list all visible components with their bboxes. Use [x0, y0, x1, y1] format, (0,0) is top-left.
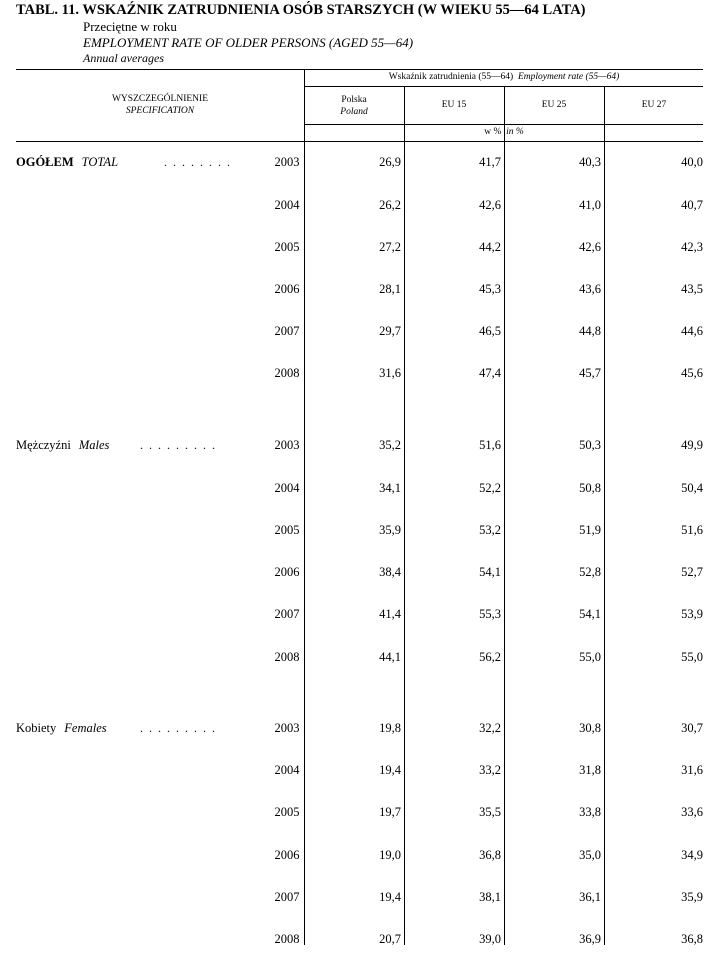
- eu15-cell: 42,6: [479, 198, 501, 212]
- year-cell: 2005: [274, 805, 300, 819]
- header-specification: [16, 94, 304, 118]
- header-top-rule: [16, 69, 703, 70]
- header-poland-pl: Polska: [341, 95, 367, 105]
- eu27-cell: 33,6: [681, 805, 703, 819]
- eu27-cell: 50,4: [681, 481, 703, 495]
- eu27-cell: 36,8: [681, 932, 703, 946]
- year-cell: 2003: [274, 155, 300, 169]
- eu25-cell: 42,6: [579, 240, 601, 254]
- poland-cell: 20,7: [379, 932, 401, 946]
- year-cell: 2006: [274, 282, 300, 296]
- year-cell: 2003: [274, 438, 300, 452]
- year-cell: 2008: [274, 932, 300, 946]
- header-group: [304, 72, 704, 84]
- table-row: [0, 155, 728, 175]
- row-label-pl: Mężczyźni: [16, 438, 71, 452]
- header-group-en: Employment rate (55—64): [517, 72, 620, 82]
- year-cell: 2004: [274, 198, 300, 212]
- eu15-cell: 47,4: [479, 366, 501, 380]
- poland-cell: 19,0: [379, 848, 401, 862]
- eu27-cell: 53,9: [681, 607, 703, 621]
- year-cell: 2004: [274, 481, 300, 495]
- eu27-cell: 40,0: [681, 155, 703, 169]
- row-label-pl: OGÓŁEM: [16, 155, 74, 169]
- year-cell: 2007: [274, 607, 300, 621]
- year-cell: 2004: [274, 763, 300, 777]
- table-row: [0, 324, 728, 344]
- table-row: [0, 848, 728, 868]
- header-unit-pl: w %: [484, 127, 502, 137]
- header-bottom-rule: [16, 141, 703, 142]
- eu25-cell: 55,0: [579, 650, 601, 664]
- year-cell: 2006: [274, 565, 300, 579]
- poland-cell: 35,2: [379, 438, 401, 452]
- row-label-en: TOTAL: [81, 155, 119, 169]
- table-title-en: EMPLOYMENT RATE OF OLDER PERSONS (AGED 55—64): [83, 34, 414, 50]
- header-col-eu15: EU 15: [441, 100, 467, 110]
- table-row: [0, 282, 728, 302]
- poland-cell: 35,9: [379, 523, 401, 537]
- header-col-eu27: EU 27: [641, 100, 667, 110]
- year-cell: 2008: [274, 650, 300, 664]
- eu15-cell: 32,2: [479, 721, 501, 735]
- table-title-block: [16, 2, 586, 65]
- year-cell: 2008: [274, 366, 300, 380]
- eu25-cell: 50,3: [579, 438, 601, 452]
- eu25-cell: 54,1: [579, 607, 601, 621]
- eu15-cell: 54,1: [479, 565, 501, 579]
- table-row: [0, 438, 728, 458]
- table-row: [0, 890, 728, 910]
- poland-cell: 41,4: [379, 607, 401, 621]
- header-unit: [304, 127, 704, 139]
- table-row: [0, 565, 728, 585]
- eu25-cell: 43,6: [579, 282, 601, 296]
- row-label-females: [16, 721, 107, 736]
- poland-cell: 44,1: [379, 650, 401, 664]
- table-row: [0, 523, 728, 543]
- eu27-cell: 34,9: [681, 848, 703, 862]
- eu25-cell: 30,8: [579, 721, 601, 735]
- header-col-eu25: EU 25: [541, 100, 567, 110]
- year-cell: 2005: [274, 240, 300, 254]
- header-col-poland: [304, 95, 404, 119]
- eu27-cell: 31,6: [681, 763, 703, 777]
- table-row: [0, 763, 728, 783]
- eu15-cell: 33,2: [479, 763, 501, 777]
- leader-dots: .........: [140, 438, 221, 452]
- eu15-cell: 55,3: [479, 607, 501, 621]
- eu27-cell: 55,0: [681, 650, 703, 664]
- eu25-cell: 51,9: [579, 523, 601, 537]
- row-label-en: Females: [64, 721, 107, 735]
- eu25-cell: 31,8: [579, 763, 601, 777]
- eu15-cell: 44,2: [479, 240, 501, 254]
- year-cell: 2003: [274, 721, 300, 735]
- eu25-cell: 50,8: [579, 481, 601, 495]
- table-row: [0, 366, 728, 386]
- eu27-cell: 30,7: [681, 721, 703, 735]
- eu15-cell: 38,1: [479, 890, 501, 904]
- header-unit-en: in %: [506, 127, 524, 137]
- eu25-cell: 36,9: [579, 932, 601, 946]
- eu15-cell: 46,5: [479, 324, 501, 338]
- row-label-males: [16, 438, 109, 453]
- eu27-cell: 52,7: [681, 565, 703, 579]
- table-row: [0, 721, 728, 741]
- eu25-cell: 41,0: [579, 198, 601, 212]
- poland-cell: 19,4: [379, 763, 401, 777]
- eu15-cell: 39,0: [479, 932, 501, 946]
- eu25-cell: 45,7: [579, 366, 601, 380]
- header-spec-en: SPECIFICATION: [125, 105, 195, 116]
- header-poland-en: Poland: [340, 106, 368, 117]
- year-cell: 2007: [274, 890, 300, 904]
- eu27-cell: 42,3: [681, 240, 703, 254]
- row-label-pl: Kobiety: [16, 721, 57, 735]
- poland-cell: 38,4: [379, 565, 401, 579]
- eu15-cell: 51,6: [479, 438, 501, 452]
- poland-cell: 29,7: [379, 324, 401, 338]
- eu27-cell: 40,7: [681, 198, 703, 212]
- eu27-cell: 35,9: [681, 890, 703, 904]
- table-row: [0, 650, 728, 670]
- table-row: [0, 240, 728, 260]
- poland-cell: 28,1: [379, 282, 401, 296]
- year-cell: 2006: [274, 848, 300, 862]
- eu27-cell: 51,6: [681, 523, 703, 537]
- poland-cell: 34,1: [379, 481, 401, 495]
- poland-cell: 26,9: [379, 155, 401, 169]
- eu15-cell: 56,2: [479, 650, 501, 664]
- eu15-cell: 36,8: [479, 848, 501, 862]
- eu27-cell: 43,5: [681, 282, 703, 296]
- header-spec-pl: WYSZCZEGÓLNIENIE: [111, 94, 209, 104]
- table-subtitle-en: Annual averages: [83, 50, 164, 65]
- table-row: [0, 607, 728, 627]
- poland-cell: 19,7: [379, 805, 401, 819]
- eu25-cell: 36,1: [579, 890, 601, 904]
- year-cell: 2007: [274, 324, 300, 338]
- table-row: [0, 932, 728, 952]
- eu15-cell: 45,3: [479, 282, 501, 296]
- eu25-cell: 33,8: [579, 805, 601, 819]
- table-row: [0, 805, 728, 825]
- table-title: TABL. 11. WSKAŹNIK ZATRUDNIENIA OSÓB STARSZYCH (W WIEKU 55—64 LATA): [16, 2, 586, 18]
- header-group-pl: Wskaźnik zatrudnienia (55—64): [388, 72, 514, 82]
- eu25-cell: 52,8: [579, 565, 601, 579]
- table-row: [0, 198, 728, 218]
- eu25-cell: 44,8: [579, 324, 601, 338]
- row-label-en: Males: [78, 438, 110, 452]
- poland-cell: 19,8: [379, 721, 401, 735]
- eu25-cell: 35,0: [579, 848, 601, 862]
- eu15-cell: 52,2: [479, 481, 501, 495]
- eu27-cell: 49,9: [681, 438, 703, 452]
- leader-dots: ........: [164, 155, 236, 169]
- table-row: [0, 481, 728, 501]
- row-label-total: [16, 155, 118, 170]
- eu25-cell: 40,3: [579, 155, 601, 169]
- leader-dots: .........: [140, 721, 221, 735]
- eu27-cell: 44,6: [681, 324, 703, 338]
- eu15-cell: 35,5: [479, 805, 501, 819]
- poland-cell: 19,4: [379, 890, 401, 904]
- year-cell: 2005: [274, 523, 300, 537]
- poland-cell: 27,2: [379, 240, 401, 254]
- table-subtitle-pl: Przeciętne w roku: [83, 19, 177, 35]
- poland-cell: 31,6: [379, 366, 401, 380]
- eu15-cell: 53,2: [479, 523, 501, 537]
- eu27-cell: 45,6: [681, 366, 703, 380]
- eu15-cell: 41,7: [479, 155, 501, 169]
- poland-cell: 26,2: [379, 198, 401, 212]
